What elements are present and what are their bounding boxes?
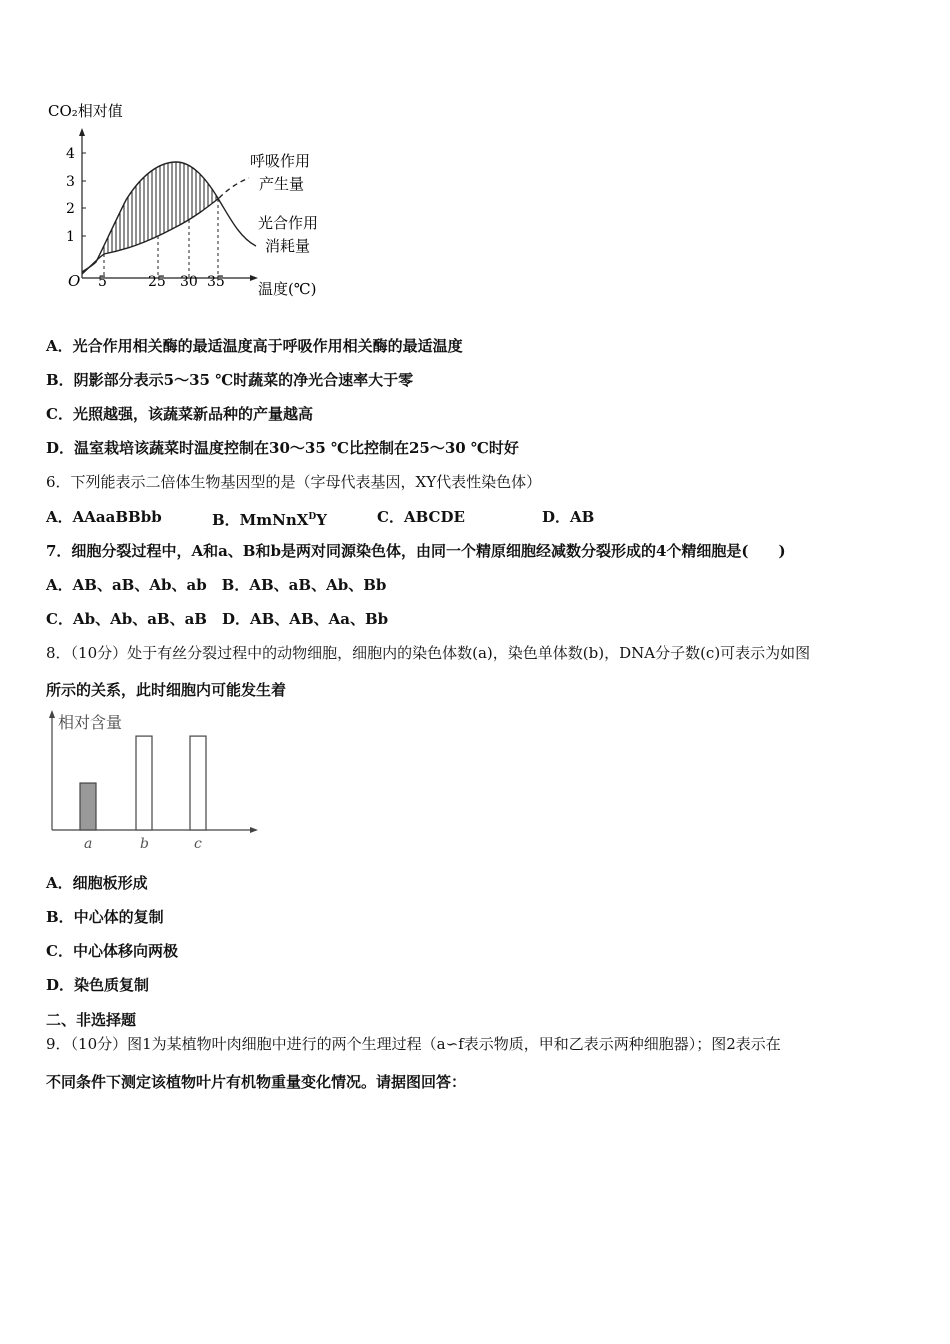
q9-stem-2: 不同条件下测定该植物叶片有机物重量变化情况。请据图回答： xyxy=(46,1073,467,1091)
y-tick-1: 1 xyxy=(66,229,75,245)
q8-stem-2: 所示的关系，此时细胞内可能发生着 xyxy=(46,681,287,699)
y-tick-3: 3 xyxy=(66,174,75,190)
q6-option-c[interactable]: C．ABCDE xyxy=(377,508,465,526)
x-tick-30: 30 xyxy=(180,274,198,290)
q6-option-d[interactable]: D．AB xyxy=(542,508,595,526)
relative-content-bar-chart xyxy=(44,706,264,856)
q7-options-cd[interactable]: C．Ab、Ab、aB、aB D．AB、AB、Aa、Bb xyxy=(46,610,389,628)
q6-option-b-text: B．MmNnX xyxy=(212,511,309,529)
q6-option-b[interactable] xyxy=(212,507,327,530)
q8-option-c[interactable]: C．中心体移向两极 xyxy=(46,942,178,960)
q8-option-d[interactable]: D．染色质复制 xyxy=(46,976,150,994)
bar-c xyxy=(190,736,206,830)
q7-stem: 7．细胞分裂过程中，A和a、B和b是两对同源染色体，由同一个精原细胞经减数分裂形成的4个精细胞是( ) xyxy=(46,542,786,560)
origin-label: O xyxy=(68,272,81,290)
bar-x-axis-arrow xyxy=(250,827,258,833)
respiration-label-1: 呼吸作用 xyxy=(250,152,311,170)
q6-option-b-sup: D xyxy=(308,512,317,522)
photosynthesis-label-1: 光合作用 xyxy=(258,214,319,232)
bar-b xyxy=(136,736,152,830)
q5-option-a[interactable]: A．光合作用相关酶的最适温度高于呼吸作用相关酶的最适温度 xyxy=(46,337,463,355)
respiration-curve-dashed xyxy=(219,178,249,198)
y-axis-label: CO₂相对值 xyxy=(48,102,123,120)
q5-option-b[interactable]: B．阴影部分表示5～35 ℃时蔬菜的净光合速率大于零 xyxy=(46,371,414,389)
q5-option-c[interactable]: C．光照越强，该蔬菜新品种的产量越高 xyxy=(46,405,313,423)
q8-option-a[interactable]: A．细胞板形成 xyxy=(46,874,148,892)
x-tick-25: 25 xyxy=(148,274,166,290)
q8-stem-1: 8．（10分）处于有丝分裂过程中的动物细胞，细胞内的染色体数(a)，染色单体数(b)，DNA分子数(c)可表示为如图 xyxy=(46,644,811,662)
respiration-curve xyxy=(82,198,219,274)
q6-option-b-tail: Y xyxy=(316,511,327,529)
y-ticks xyxy=(66,146,86,245)
bar-label-b: b xyxy=(140,836,149,852)
bar-y-axis-arrow xyxy=(49,710,55,718)
q9-stem-1: 9．（10分）图1为某植物叶肉细胞中进行的两个生理过程（a∽f表示物质，甲和乙表示两种细胞器）；图2表示在 xyxy=(46,1035,781,1053)
y-tick-4: 4 xyxy=(66,146,75,162)
q8-option-b[interactable]: B．中心体的复制 xyxy=(46,908,164,926)
q5-option-d[interactable]: D．温室栽培该蔬菜时温度控制在30～35 ℃比控制在25～30 ℃时好 xyxy=(46,439,519,457)
q6-option-a[interactable]: A．AAaaBBbb xyxy=(46,508,162,526)
x-axis-arrow xyxy=(250,275,258,281)
photosynthesis-label-2: 消耗量 xyxy=(265,237,311,255)
bar-label-c: c xyxy=(194,836,202,852)
x-axis-label: 温度(℃) xyxy=(258,280,317,298)
q7-options-ab[interactable]: A．AB、aB、Ab、ab B．AB、aB、Ab、Bb xyxy=(46,576,387,594)
bar-a xyxy=(80,783,96,830)
photosynthesis-curve xyxy=(82,162,256,272)
bar-y-axis-label: 相对含量 xyxy=(58,713,123,732)
y-axis-arrow xyxy=(79,128,85,136)
shaded-region xyxy=(104,136,216,276)
respiration-label-2: 产生量 xyxy=(259,175,305,193)
x-tick-35: 35 xyxy=(207,274,225,290)
q6-stem: 6．下列能表示二倍体生物基因型的是（字母代表基因，XY代表性染色体） xyxy=(46,473,542,491)
section-2-heading: 二、非选择题 xyxy=(46,1011,137,1029)
y-tick-2: 2 xyxy=(66,201,75,217)
x-tick-5: 5 xyxy=(98,274,107,290)
bar-label-a: a xyxy=(84,836,93,852)
co2-temperature-figure xyxy=(44,96,344,306)
